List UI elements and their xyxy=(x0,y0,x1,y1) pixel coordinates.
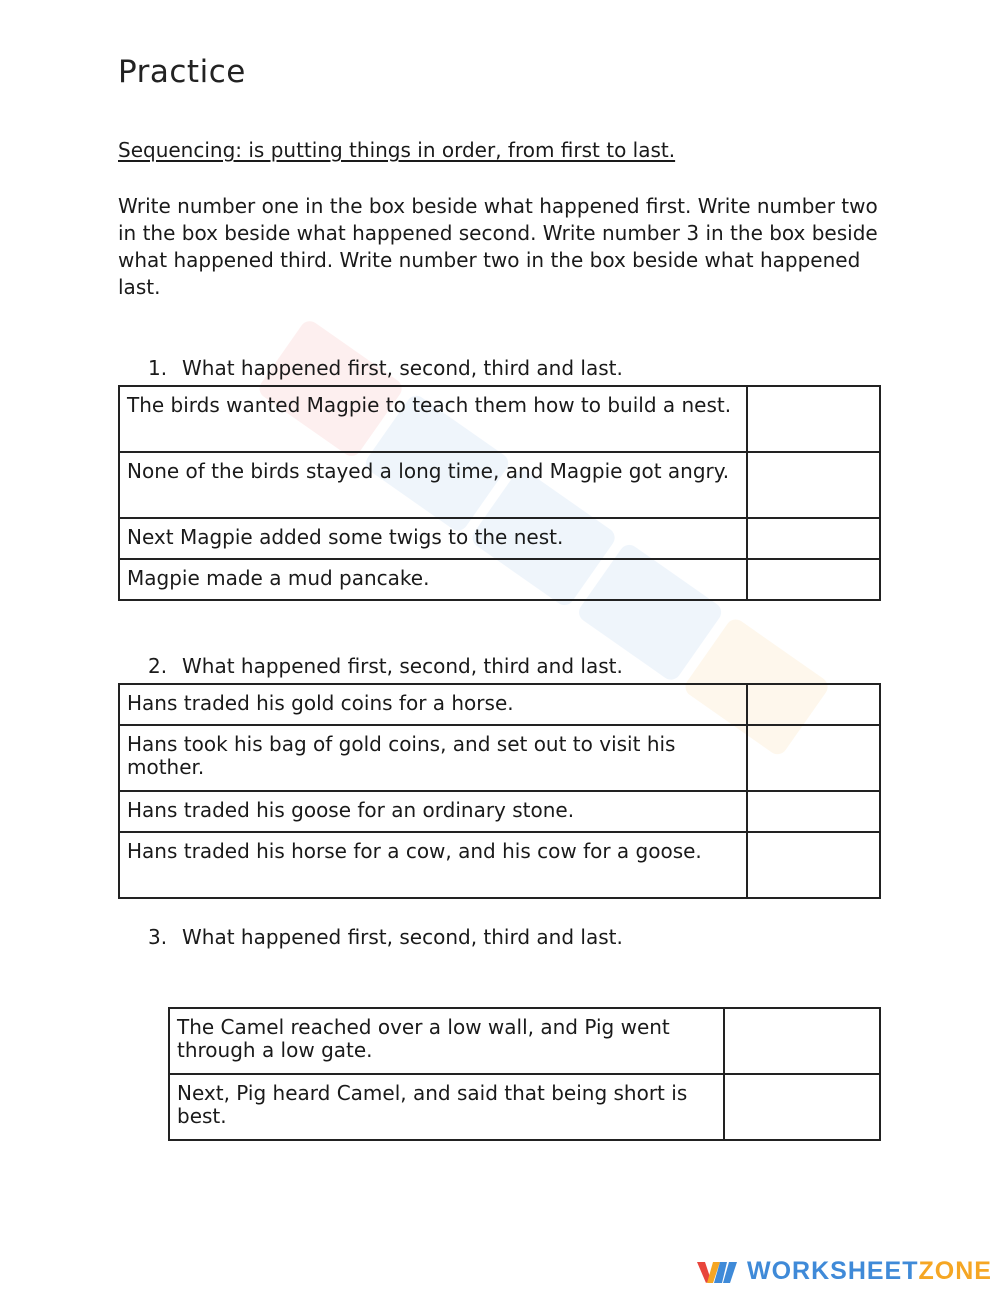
answer-box[interactable] xyxy=(747,684,880,725)
brand-name-accent: ZONE xyxy=(918,1257,992,1285)
instructions-text: Write number one in the box beside what happened first. Write number two in the box beside what happened second. Write number 3 in the box beside what happened third. Write number two in the box beside what happened last. xyxy=(118,194,878,299)
question-number: 2. xyxy=(148,654,168,678)
question-heading xyxy=(148,654,623,678)
event-text: Hans traded his horse for a cow, and his cow for a goose. xyxy=(119,832,747,898)
event-text: None of the birds stayed a long time, and Magpie got angry. xyxy=(119,452,747,518)
table-row xyxy=(119,791,880,832)
answer-box[interactable] xyxy=(724,1008,880,1074)
brand-name xyxy=(747,1257,992,1286)
answer-box[interactable] xyxy=(747,832,880,898)
brand-name-main: WORKSHEET xyxy=(747,1257,919,1285)
answer-box[interactable] xyxy=(724,1074,880,1140)
definition-text: Sequencing: is putting things in order, from first to last. xyxy=(118,138,676,162)
footer-logo xyxy=(697,1257,992,1286)
table-row xyxy=(119,684,880,725)
table-row xyxy=(119,725,880,791)
table-row xyxy=(119,518,880,559)
table-row xyxy=(119,386,880,452)
table-row xyxy=(119,832,880,898)
event-text: Hans took his bag of gold coins, and set out to visit his mother. xyxy=(119,725,747,791)
answer-box[interactable] xyxy=(747,452,880,518)
answer-box[interactable] xyxy=(747,386,880,452)
sequence-table xyxy=(168,1007,881,1141)
question-heading xyxy=(148,925,623,949)
answer-box[interactable] xyxy=(747,518,880,559)
table-row xyxy=(119,559,880,600)
page-title: Practice xyxy=(118,54,246,90)
worksheetzone-w-icon xyxy=(697,1259,737,1285)
event-text: The Camel reached over a low wall, and Pig went through a low gate. xyxy=(169,1008,724,1074)
answer-box[interactable] xyxy=(747,791,880,832)
question-prompt: What happened first, second, third and last. xyxy=(182,925,623,949)
sequence-table xyxy=(118,683,881,899)
event-text: Next, Pig heard Camel, and said that being short is best. xyxy=(169,1074,724,1140)
table-row xyxy=(169,1008,880,1074)
question-heading xyxy=(148,356,623,380)
answer-box[interactable] xyxy=(747,725,880,791)
table-row xyxy=(169,1074,880,1140)
question-number: 3. xyxy=(148,925,168,949)
event-text: Hans traded his goose for an ordinary stone. xyxy=(119,791,747,832)
question-number: 1. xyxy=(148,356,168,380)
table-row xyxy=(119,452,880,518)
question-prompt: What happened first, second, third and last. xyxy=(182,356,623,380)
event-text: The birds wanted Magpie to teach them how to build a nest. xyxy=(119,386,747,452)
event-text: Magpie made a mud pancake. xyxy=(119,559,747,600)
event-text: Hans traded his gold coins for a horse. xyxy=(119,684,747,725)
sequence-table xyxy=(118,385,881,601)
question-prompt: What happened first, second, third and last. xyxy=(182,654,623,678)
answer-box[interactable] xyxy=(747,559,880,600)
event-text: Next Magpie added some twigs to the nest. xyxy=(119,518,747,559)
